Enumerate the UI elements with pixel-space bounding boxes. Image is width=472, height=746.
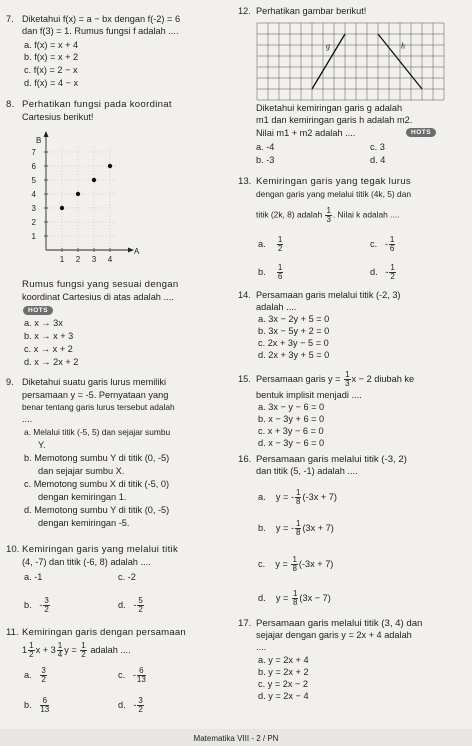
q9-option-d-cont: dengan kemiringan -5. xyxy=(38,518,130,528)
q12-option-d: d. 4 xyxy=(370,155,386,165)
y-tick-label: 6 xyxy=(31,162,36,171)
coordinate-graph xyxy=(14,130,164,280)
q8-option-b: b. x → x + 3 xyxy=(24,331,74,341)
q15-option-a: a. 3x − y − 6 = 0 xyxy=(258,402,325,412)
q10-option-b: b. - $\frac{3}{2}$ xyxy=(24,596,49,614)
q17-option-b: b. y = 2x + 2 xyxy=(258,667,309,677)
y-tick-label: 5 xyxy=(31,176,36,185)
q16-option-d: d. y = $\frac{1}{8}$ (3x − 7) xyxy=(258,589,331,607)
q16-line2: dan titik (5, -1) adalah .... xyxy=(256,466,358,476)
q14-option-a: a. 3x − 2y + 5 = 0 xyxy=(258,314,330,324)
q8-option-d: d. x → 2x + 2 xyxy=(24,357,79,367)
q13-option-d: d. - $\frac{1}{2}$ xyxy=(370,263,395,281)
q11-number: 11. xyxy=(6,627,19,638)
q17-line1: Persamaan garis melalui titik (3, 4) dan xyxy=(256,618,423,629)
q9-line2: persamaan y = -5. Pernyataan yang xyxy=(22,390,169,400)
y-tick-label: 3 xyxy=(31,204,36,213)
q16-option-b: b. y = - $\frac{1}{8}$ (3x + 7) xyxy=(258,519,334,537)
q8-after-line2: koordinat Cartesius di atas adalah .... xyxy=(22,292,174,302)
q17-option-c: c. y = 2x − 2 xyxy=(258,679,309,689)
q17-option-a: a. y = 2x + 4 xyxy=(258,655,309,665)
q15-option-c: c. x + 3y − 6 = 0 xyxy=(258,426,324,436)
x-tick-label: 1 xyxy=(59,255,65,264)
q13-option-b: b. $\frac{1}{6}$ xyxy=(258,263,283,281)
q9-option-b-cont: dan sejajar sumbu X. xyxy=(38,466,125,476)
q12-after-line3: Nilai m1 + m2 adalah .... xyxy=(256,128,356,138)
q17-number: 17. xyxy=(238,618,252,629)
q11-option-c: c. - $\frac{6}{13}$ xyxy=(118,666,146,684)
q14-line2: adalah .... xyxy=(256,302,297,312)
q16-line1: Persamaan garis melalui titik (-3, 2) xyxy=(256,454,407,465)
q17-line2: sejajar dengan garis y = 2x + 4 adalah xyxy=(256,630,412,640)
footer-text: Matematika VIII - 2 / PN xyxy=(193,734,279,743)
q12-after-line2: m1 dan kemiringan garis h adalah m2. xyxy=(256,115,413,125)
y-tick-label: 2 xyxy=(31,218,36,227)
q9-line1: Diketahui suatu garis lurus memiliki xyxy=(22,377,166,387)
y-axis-arrow xyxy=(44,131,49,137)
q14-option-b: b. 3x − 5y + 2 = 0 xyxy=(258,326,330,336)
q12-number: 12. xyxy=(238,6,251,16)
q9-number: 9. xyxy=(6,377,14,387)
q11-line1: Kemiringan garis dengan persamaan xyxy=(22,627,186,638)
q13-line1: Kemiringan garis yang tegak lurus xyxy=(256,176,411,187)
x-tick-label: 4 xyxy=(107,255,113,264)
q15-line1: Persamaan garis y = $\frac{1}{3}$ x − 2 diubah ke xyxy=(256,370,415,388)
q10-option-a: a. -1 xyxy=(24,572,43,582)
hots-badge: HOTS xyxy=(23,306,53,315)
q14-number: 14. xyxy=(238,290,251,300)
line-h-label: h xyxy=(401,41,405,51)
q12-after-line1: Diketahui kemiringan garis g adalah xyxy=(256,103,403,113)
data-point xyxy=(108,164,112,168)
x-tick-label: 3 xyxy=(91,255,97,264)
q16-number: 16. xyxy=(238,454,252,465)
q13-number: 13. xyxy=(238,176,252,187)
q7-number: 7. xyxy=(6,14,14,24)
q11-option-d: d. - $\frac{3}{2}$ xyxy=(118,696,143,714)
q11-option-b: b. $\frac{6}{13}$ xyxy=(24,696,50,714)
q8-line2: Cartesius berikut! xyxy=(22,112,94,122)
line-g-label: g xyxy=(326,41,330,51)
q14-option-c: c. 2x + 3y − 5 = 0 xyxy=(258,338,329,348)
q15-option-b: b. x − 3y + 6 = 0 xyxy=(258,414,325,424)
q9-option-b: b. Memotong sumbu Y di titik (0, -5) xyxy=(24,453,170,463)
q9-option-c: c. Memotong sumbu X di titik (-5, 0) xyxy=(24,479,170,489)
q12-option-a: a. -4 xyxy=(256,142,275,152)
data-point xyxy=(60,206,64,210)
q7-option-c: c. f(x) = 2 − x xyxy=(24,65,78,75)
q9-line3: benar tentang garis lurus tersebut adalah xyxy=(22,402,175,412)
q17-option-d: d. y = 2x − 4 xyxy=(258,691,309,701)
q10-line2: (4, -7) dan titik (-6, 8) adalah .... xyxy=(22,557,151,567)
x-axis-label: A xyxy=(134,247,140,256)
q10-option-d: d. - $\frac{5}{2}$ xyxy=(118,596,143,614)
q11-option-a: a. $\frac{3}{2}$ xyxy=(24,666,46,684)
q8-number: 8. xyxy=(6,99,15,110)
q14-line1: Persamaan garis melalui titik (-2, 3) xyxy=(256,290,401,300)
q10-line1: Kemiringan garis yang melalui titik xyxy=(22,544,179,555)
q8-line1: Perhatikan fungsi pada koordinat xyxy=(22,99,172,110)
q8-option-c: c. x → x + 2 xyxy=(24,344,73,354)
q7-line2: dan f(3) = 1. Rumus fungsi f adalah .... xyxy=(22,26,179,36)
x-tick-label: 2 xyxy=(75,255,81,264)
q11-equation: 1 $\frac{1}{2}$ x + 3 $\frac{1}{4}$ y = $\frac{1}{2}$ adalah .... xyxy=(22,641,131,659)
hots-badge: HOTS xyxy=(406,128,436,137)
q13-option-a: a. $\frac{1}{2}$ xyxy=(258,235,283,253)
data-point xyxy=(92,178,96,182)
q7-option-a: a. f(x) = x + 4 xyxy=(24,40,79,50)
q16-option-c: c. y = $\frac{1}{8}$ (-3x + 7) xyxy=(258,555,334,573)
q17-dots: .... xyxy=(256,642,267,652)
q9-dots: .... xyxy=(22,414,33,424)
q9-option-c-cont: dengan kemiringan 1. xyxy=(38,492,127,502)
y-tick-label: 7 xyxy=(31,148,36,157)
y-tick-label: 1 xyxy=(31,232,36,241)
q9-option-a: a. Melalui titik (-5, 5) dan sejajar sumbu xyxy=(24,427,171,437)
q14-option-d: d. 2x + 3y + 5 = 0 xyxy=(258,350,330,360)
y-axis-label: B xyxy=(36,136,42,145)
q13-line3: titik (2k, 8) adalah $\frac{1}{3}$ . Nilai k adalah .... xyxy=(256,206,400,224)
q10-number: 10. xyxy=(6,544,20,555)
q9-option-d: d. Memotong sumbu Y di titik (0, -5) xyxy=(24,505,170,515)
q15-line2: bentuk implisit menjadi .... xyxy=(256,390,362,400)
q15-number: 15. xyxy=(238,374,251,384)
q12-option-c: c. 3 xyxy=(370,142,385,152)
q8-option-a: a. x → 3x xyxy=(24,318,63,328)
q7-line1: Diketahui f(x) = a − bx dengan f(-2) = 6 xyxy=(22,14,181,24)
q15-option-d: d. x − 3y − 6 = 0 xyxy=(258,438,325,448)
q16-option-a: a. y = - $\frac{1}{8}$ (-3x + 7) xyxy=(258,488,337,506)
q8-after-line1: Rumus fungsi yang sesuai dengan xyxy=(22,279,179,290)
q7-option-b: b. f(x) = x + 2 xyxy=(24,52,79,62)
q13-option-c: c. - $\frac{1}{6}$ xyxy=(370,235,395,253)
q12-option-b: b. -3 xyxy=(256,155,275,165)
q9-option-a-cont: Y. xyxy=(38,440,46,450)
q12-line1: Perhatikan gambar berikut! xyxy=(256,6,367,16)
q7-option-d: d. f(x) = 4 − x xyxy=(24,78,79,88)
data-point xyxy=(76,192,80,196)
q13-line2: dengan garis yang melalui titik (4k, 5) dan xyxy=(256,189,412,199)
y-tick-label: 4 xyxy=(31,190,36,199)
lines-grid-figure xyxy=(256,22,452,102)
q10-option-c: c. -2 xyxy=(118,572,136,582)
